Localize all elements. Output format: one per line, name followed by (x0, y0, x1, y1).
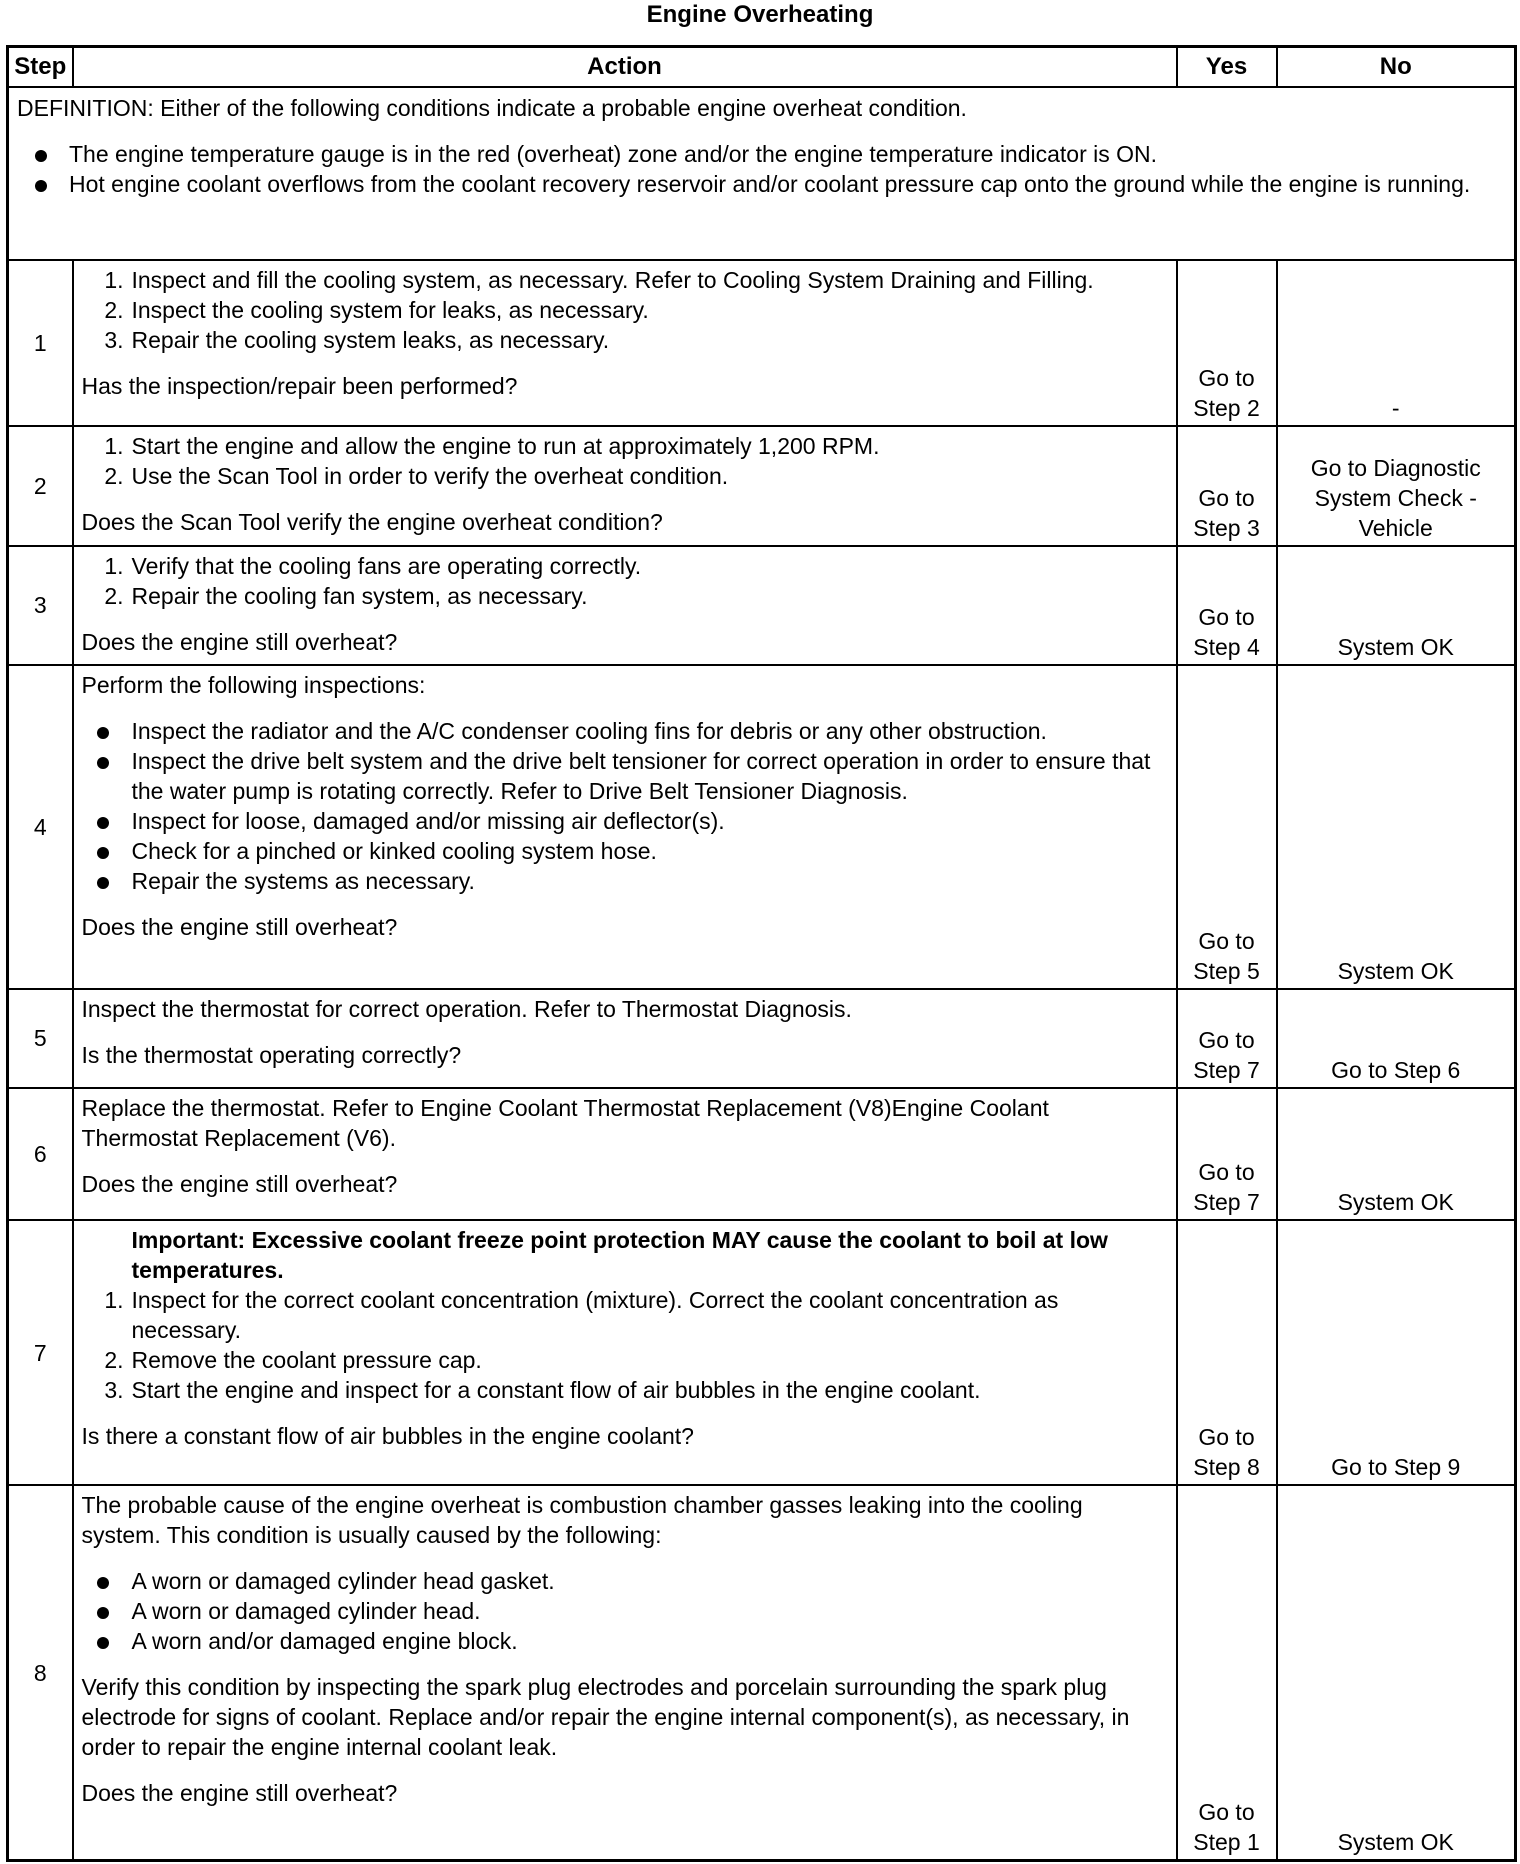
action-cell (73, 1088, 1177, 1220)
no-result: - (1277, 260, 1516, 427)
list-item: 2. Repair the cooling fan system, as necessary. (104, 582, 588, 609)
table-row (8, 546, 1516, 665)
numbered-list (82, 551, 1166, 611)
page-title: Engine Overheating (646, 1, 874, 28)
question: Does the engine still overheat? (81, 1171, 398, 1198)
list-item: 1. Verify that the cooling fans are operating correctly. (104, 552, 642, 579)
step-number: 3 (8, 546, 73, 665)
step-number: 4 (8, 665, 73, 989)
table-row (8, 989, 1516, 1089)
step-number: 1 (8, 260, 73, 427)
step-number: 5 (8, 989, 73, 1089)
yes-result: Go to Step 7 (1177, 1088, 1277, 1220)
bullet-icon (97, 716, 109, 746)
table-row (8, 1485, 1516, 1860)
table-row (8, 1088, 1516, 1220)
numbered-list (82, 1285, 1166, 1405)
list-item: 2. Inspect the cooling system for leaks, as necessary. (104, 296, 649, 323)
step-number: 7 (8, 1220, 73, 1485)
numbered-list (82, 265, 1166, 355)
action-cell (73, 1220, 1177, 1485)
action-cell (73, 1485, 1177, 1860)
header-no: No (1277, 47, 1516, 88)
step-number: 8 (8, 1485, 73, 1860)
yes-result: Go to Step 7 (1177, 989, 1277, 1089)
yes-result: Go to Step 8 (1177, 1220, 1277, 1485)
table-row (8, 260, 1516, 427)
bullet-icon (97, 836, 109, 866)
list-item: Repair the systems as necessary. (82, 866, 1166, 896)
question: Does the engine still overheat? (81, 1780, 398, 1807)
bullet-icon (97, 866, 109, 896)
bullet-icon (97, 746, 109, 776)
list-item: Inspect the drive belt system and the drive belt tensioner for correct operation in order to ensure that the water pump is rotating correctly. Refer to Drive Belt Tensioner Diagnosis. (82, 746, 1166, 806)
bullet-list (82, 1566, 1166, 1656)
definition-text: DEFINITION: Either of the following conditions indicate a probable engine overheat condition. (17, 95, 967, 121)
list-item: 3. Repair the cooling system leaks, as necessary. (104, 326, 610, 353)
list-item: A worn and/or damaged engine block. (82, 1626, 1166, 1656)
action-cell (73, 665, 1177, 989)
list-item: The engine temperature gauge is in the red (overheat) zone and/or the engine temperature indicator is ON. (17, 139, 1504, 169)
important-note: Important: Excessive coolant freeze point protection MAY cause the coolant to boil at low temperatures. (131, 1226, 1108, 1283)
table-row (8, 1220, 1516, 1485)
bullet-icon (97, 1566, 109, 1596)
intro-text: Replace the thermostat. Refer to Engine Coolant Thermostat Replacement (V8)Engine Coolant Thermostat Replacement (V6). (81, 1095, 1049, 1152)
intro-text: The probable cause of the engine overheat is combustion chamber gasses leaking into the cooling system. This condition is usually caused by the following: (81, 1492, 1083, 1549)
bullet-icon (97, 806, 109, 836)
header-step: Step (8, 47, 73, 88)
list-item: Inspect the radiator and the A/C condenser cooling fins for debris or any other obstruction. (82, 716, 1166, 746)
no-result: System OK (1277, 1485, 1516, 1860)
list-item: A worn or damaged cylinder head gasket. (82, 1566, 1166, 1596)
header-action: Action (73, 47, 1177, 88)
table-row (8, 426, 1516, 545)
list-item: 2. Use the Scan Tool in order to verify the overheat condition. (104, 463, 729, 490)
list-item: 1. Inspect for the correct coolant concentration (mixture). Correct the coolant concentration as necessary. (104, 1286, 1059, 1343)
diagnostic-table (6, 45, 1517, 1862)
definition-row (8, 87, 1516, 260)
step-number: 6 (8, 1088, 73, 1220)
yes-result: Go to Step 4 (1177, 546, 1277, 665)
bullet-icon (35, 139, 47, 169)
bullet-list (82, 716, 1166, 896)
no-result: System OK (1277, 665, 1516, 989)
no-result: Go to Diagnostic System Check - Vehicle (1277, 426, 1516, 545)
action-cell (73, 989, 1177, 1089)
list-item: Inspect for loose, damaged and/or missing air deflector(s). (82, 806, 1166, 836)
bullet-icon (97, 1626, 109, 1656)
list-item: A worn or damaged cylinder head. (82, 1596, 1166, 1626)
header-row (8, 47, 1516, 88)
definition-bullets (17, 139, 1504, 199)
question: Is there a constant flow of air bubbles in the engine coolant? (81, 1422, 694, 1449)
question: Has the inspection/repair been performed? (81, 372, 518, 399)
numbered-list (82, 431, 1166, 491)
table-row (8, 665, 1516, 989)
intro-text: Inspect the thermostat for correct operation. Refer to Thermostat Diagnosis. (81, 995, 852, 1022)
list-item: 1. Inspect and fill the cooling system, as necessary. Refer to Cooling System Draining and Filling. (104, 266, 1094, 293)
question: Does the Scan Tool verify the engine overheat condition? (81, 509, 663, 536)
header-yes: Yes (1177, 47, 1277, 88)
list-item: 1. Start the engine and allow the engine to run at approximately 1,200 RPM. (104, 433, 880, 460)
yes-result: Go to Step 1 (1177, 1485, 1277, 1860)
no-result: Go to Step 9 (1277, 1220, 1516, 1485)
question: Does the engine still overheat? (81, 628, 398, 655)
action-cell (73, 260, 1177, 427)
bullet-icon (97, 1596, 109, 1626)
action-cell (73, 426, 1177, 545)
list-item: Check for a pinched or kinked cooling system hose. (82, 836, 1166, 866)
step-number: 2 (8, 426, 73, 545)
no-result: System OK (1277, 1088, 1516, 1220)
yes-result: Go to Step 3 (1177, 426, 1277, 545)
no-result: Go to Step 6 (1277, 989, 1516, 1089)
definition-cell (8, 87, 1516, 260)
action-cell (73, 546, 1177, 665)
yes-result: Go to Step 2 (1177, 260, 1277, 427)
question: Does the engine still overheat? (81, 913, 398, 940)
intro-text: Perform the following inspections: (81, 671, 426, 698)
list-item: 3. Start the engine and inspect for a constant flow of air bubbles in the engine coolant. (104, 1376, 981, 1403)
outro-text: Verify this condition by inspecting the spark plug electrodes and porcelain surrounding the spark plug electrode for signs of coolant. Replace and/or repair the engine internal component(s), as necessary, in order to repair the engine internal coolant leak. (81, 1674, 1130, 1761)
list-item: Hot engine coolant overflows from the coolant recovery reservoir and/or coolant pressure cap onto the ground while the engine is running. (17, 169, 1504, 199)
no-result: System OK (1277, 546, 1516, 665)
question: Is the thermostat operating correctly? (81, 1041, 462, 1068)
yes-result: Go to Step 5 (1177, 665, 1277, 989)
bullet-icon (35, 169, 47, 199)
list-item: 2. Remove the coolant pressure cap. (104, 1346, 482, 1373)
